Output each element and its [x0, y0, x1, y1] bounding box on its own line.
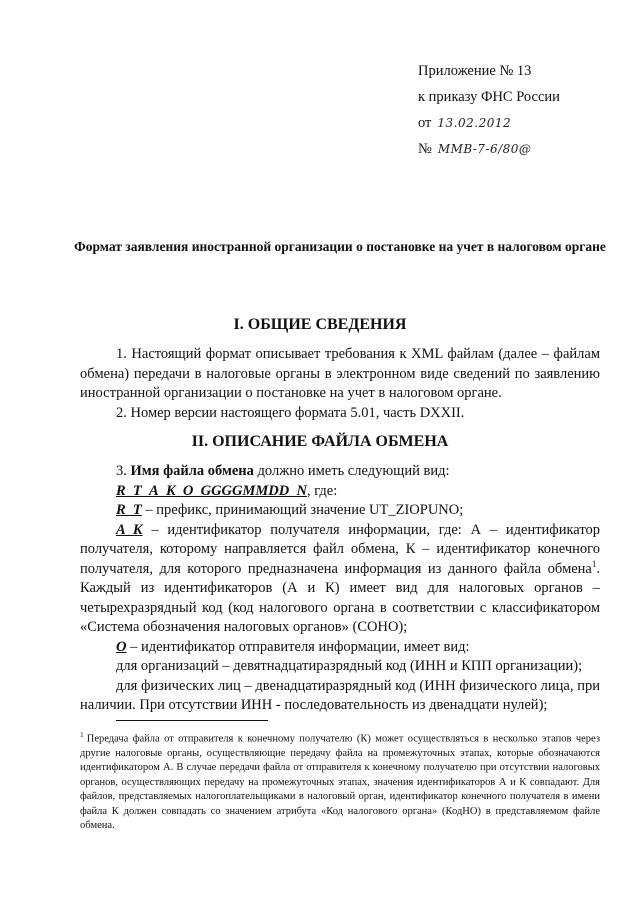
o-text: – идентификатор отправителя информации, имеет вид: [126, 638, 470, 655]
rt-text: – префикс, принимающий значение UT_ZIOPUNO; [141, 502, 464, 518]
ak-text-2: . Каждый из идентификаторов (А и К) имеет вид для налоговых органов – четырехразрядный код (код налогового органа в соответствии с классификатором «Система обозначения налоговых органов» (СОНО); [80, 560, 600, 635]
o-key: O [116, 638, 127, 655]
paragraph-1: 1. Настоящий формат описывает требования к XML файлам (далее – файлам обмена) передачи в налоговые органы в электронном виде сведений по заявлению иностранной организации о постановке на учет в налоговом органе. [80, 346, 600, 401]
handwritten-number: ММВ-7-6/80@ [437, 142, 532, 156]
paragraph-3-text: должно иметь следующий вид: [253, 463, 450, 479]
paragraph-3-number: 3. [116, 463, 131, 479]
file-name-term: Имя файла обмена [130, 463, 254, 479]
appendix-header [418, 58, 560, 162]
document-title: Формат заявления иностранной организации о постановке на учет в налоговом органе [74, 239, 606, 254]
file-name-pattern-line [80, 482, 600, 502]
paragraph-2: 2. Номер версии настоящего формата 5.01, часть DXXII. [116, 404, 465, 421]
appendix-date [418, 110, 560, 136]
rt-definition [80, 501, 600, 521]
footnote-text: Передача файла от отправителя к конечному получателю (К) может осуществляться в несколько этапов через другие налоговые органы, осуществляющие передачу файла на промежуточных этапах, которые обозначаются идентификатором А. В случае передачи файла от отправителя к конечному получателю при отсутствии налоговых органов, осуществляющих передачу на промежуточных этапах, значения идентификаторов А и К совпадают. Для файлов, представляемых налогоплательщиками в налоговый орган, идентификатор конечного получателя в имени файла К должен совпадать со значением атрибута «Код налогового органа» (КодНО) в представляемом файле обмена. [80, 733, 600, 831]
o-definition [80, 638, 600, 658]
section-heading-exchange-file: II. ОПИСАНИЕ ФАЙЛА ОБМЕНА [191, 433, 449, 450]
organizations-definition: для организаций – девятнадцатиразрядный код (ИНН и КПП организации); [116, 658, 583, 674]
individuals-definition: для физических лиц – двенадцатиразрядный код (ИНН физического лица, при наличии. При отсутствии ИНН - последовательность из двенадцати нулей); [80, 677, 600, 713]
section-heading-general: I. ОБЩИЕ СВЕДЕНИЯ [233, 316, 407, 333]
ak-definition [80, 521, 600, 638]
footnote [80, 728, 600, 833]
paragraph-3 [80, 462, 600, 482]
footnote-separator [116, 720, 268, 721]
file-name-pattern: R_T_A_K_O_GGGGMMDD_N [116, 482, 307, 499]
footnote-number: 1 [80, 730, 84, 739]
footnote-ref[interactable]: 1 [591, 558, 597, 569]
rt-key: R_T [116, 502, 142, 518]
handwritten-date: 13.02.2012 [437, 116, 512, 130]
number-prefix: № [418, 141, 432, 157]
ak-text: – идентификатор получателя информации, где: А – идентификатор получателя, которому направляется файл обмена, К – идентификатор конечного получателя, для которого предназначена информация из данного файла обмена [80, 521, 600, 577]
section-exchange-body [80, 462, 600, 716]
date-prefix: от [418, 115, 432, 131]
appendix-order-number [418, 136, 560, 162]
section-general-body [80, 345, 600, 423]
appendix-number: Приложение № 13 [418, 63, 532, 79]
appendix-order: к приказу ФНС России [418, 89, 560, 105]
ak-key: A_K [116, 521, 143, 538]
pattern-tail: , где: [306, 482, 338, 499]
